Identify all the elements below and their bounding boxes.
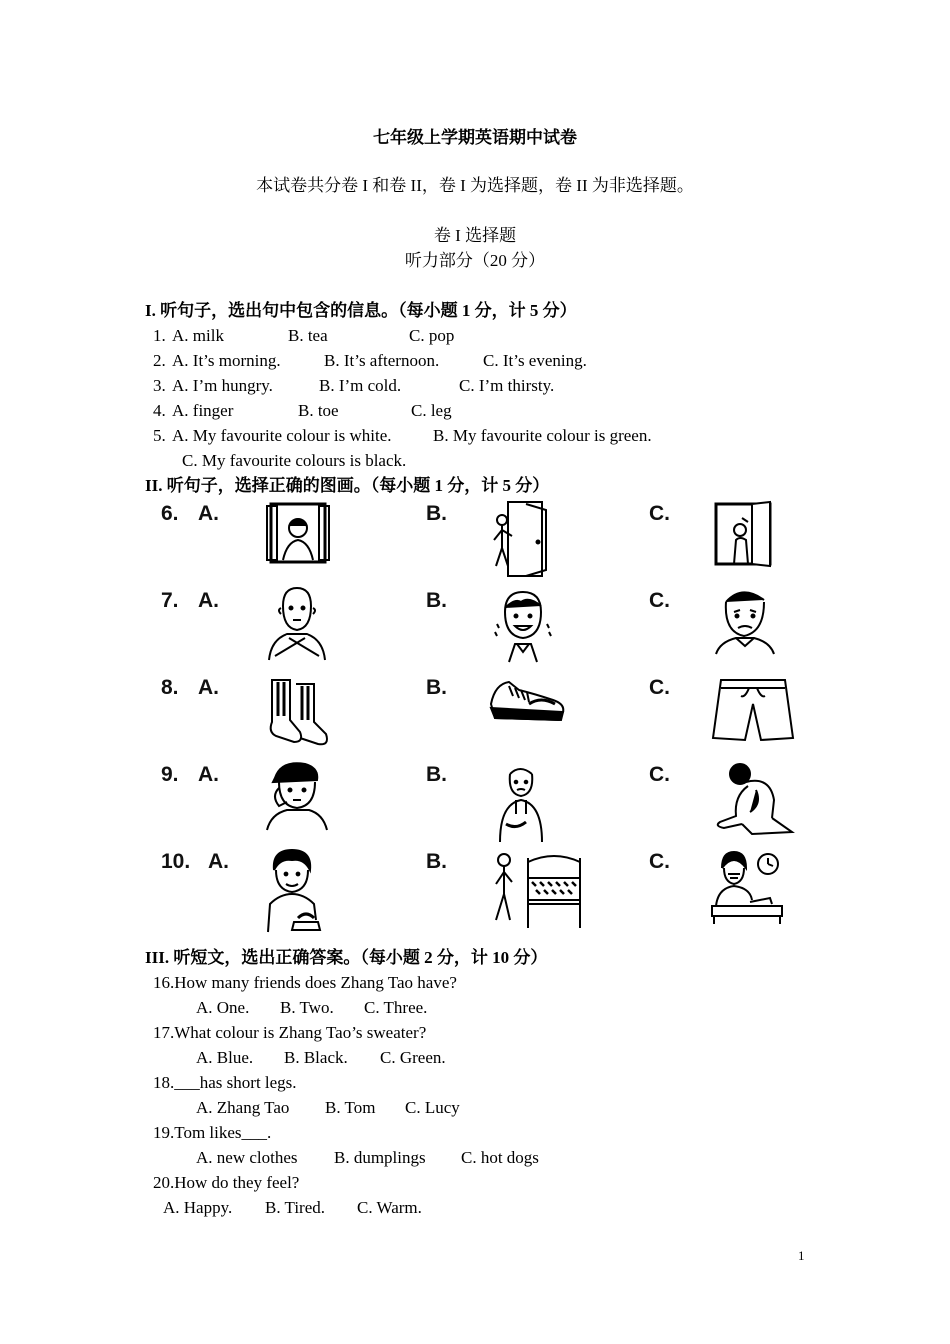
section2-heading: II. 听句子，选择正确的图画。（每小题 1 分，计 5 分）: [145, 476, 550, 495]
option-b: B. tea: [288, 326, 328, 345]
option-a: A. One.: [196, 998, 250, 1017]
option-a-label: A.: [208, 850, 229, 873]
section3-heading: III. 听短文，选出正确答案。（每小题 2 分，计 10 分）: [145, 948, 548, 967]
volume-title: 卷 I 选择题: [433, 226, 517, 245]
question-text: 18.___has short legs.: [153, 1073, 297, 1092]
option-a: A. It’s morning.: [172, 351, 281, 370]
option-c: C. hot dogs: [461, 1148, 539, 1167]
option-b: B. It’s afternoon.: [324, 351, 440, 370]
option-c: C. Lucy: [405, 1098, 460, 1117]
row-number: 10.: [161, 850, 191, 873]
option-b-label: B.: [426, 502, 447, 525]
option-b: B. Tom: [325, 1098, 376, 1117]
row-number: 7.: [161, 589, 179, 612]
option-b-label: B.: [426, 850, 447, 873]
socks-icon: [266, 676, 340, 748]
question-text: 16.How many friends does Zhang Tao have?: [153, 973, 457, 992]
option-c: C. My favourite colours is black.: [182, 451, 407, 470]
sneaker-icon: [489, 676, 567, 724]
option-b: B. Black.: [284, 1048, 348, 1067]
option-c: C. It’s evening.: [483, 351, 587, 370]
shorts-icon: [711, 676, 795, 744]
question-text: 17.What colour is Zhang Tao’s sweater?: [153, 1023, 427, 1042]
row-number: 9.: [161, 763, 179, 786]
option-b-label: B.: [426, 676, 447, 699]
option-c-label: C.: [649, 676, 670, 699]
question-text: 20.How do they feel?: [153, 1173, 300, 1192]
question-text: 19.Tom likes___.: [153, 1123, 272, 1142]
person-peeking-door-icon: [712, 500, 774, 568]
option-c-label: C.: [649, 589, 670, 612]
option-c: C. leg: [411, 401, 452, 420]
man-walking-to-bed-icon: [488, 848, 584, 932]
page-title: 七年级上学期英语期中试卷: [373, 128, 577, 147]
row-number: 8.: [161, 676, 179, 699]
man-sad-face-icon: [712, 586, 778, 658]
option-c: C. Warm.: [357, 1198, 422, 1217]
option-c-label: C.: [649, 763, 670, 786]
option-b: B. toe: [298, 401, 339, 420]
option-a: A. finger: [172, 401, 234, 420]
man-holding-stomach-icon: [496, 764, 546, 844]
option-a-label: A.: [198, 676, 219, 699]
woman-at-desk-clock-icon: [710, 848, 786, 924]
option-b: B. Tired.: [265, 1198, 325, 1217]
man-walking-from-door-icon: [490, 500, 550, 580]
option-c: C. Three.: [364, 998, 428, 1017]
man-at-window-icon: [265, 500, 331, 566]
option-b: B. I’m cold.: [319, 376, 402, 395]
option-a-label: A.: [198, 502, 219, 525]
page-number: 1: [798, 1248, 805, 1263]
option-c: C. Green.: [380, 1048, 446, 1067]
man-arms-crossed-cold-icon: [265, 584, 329, 664]
option-c-label: C.: [649, 850, 670, 873]
woman-on-phone-icon: [264, 848, 324, 936]
option-a: A. Blue.: [196, 1048, 254, 1067]
option-a-label: A.: [198, 763, 219, 786]
row-number: 6.: [161, 502, 179, 525]
option-b-label: B.: [426, 589, 447, 612]
question-number: 2.: [153, 351, 166, 370]
part-title: 听力部分（20 分）: [404, 251, 546, 270]
option-a: A. Happy.: [163, 1198, 233, 1217]
option-b: B. My favourite colour is green.: [433, 426, 652, 445]
option-a: A. Zhang Tao: [196, 1098, 290, 1117]
section1-heading: I. 听句子，选出句中包含的信息。（每小题 1 分，计 5 分）: [145, 301, 577, 320]
option-a: A. My favourite colour is white.: [172, 426, 392, 445]
man-kneeling-icon: [712, 760, 796, 840]
option-b: B. Two.: [280, 998, 334, 1017]
man-with-cap-hand-on-cheek-icon: [265, 760, 329, 832]
option-a-label: A.: [198, 589, 219, 612]
option-a: A. new clothes: [196, 1148, 298, 1167]
option-a: A. milk: [172, 326, 224, 345]
option-b-label: B.: [426, 763, 447, 786]
option-c-label: C.: [649, 502, 670, 525]
question-number: 4.: [153, 401, 166, 420]
option-b: B. dumplings: [334, 1148, 426, 1167]
boy-smiling-sweating-icon: [491, 588, 555, 668]
question-number: 3.: [153, 376, 166, 395]
question-number: 1.: [153, 326, 166, 345]
option-a: A. I’m hungry.: [172, 376, 273, 395]
question-number: 5.: [153, 426, 166, 445]
intro-text: 本试卷共分卷 I 和卷 II，卷 I 为选择题，卷 II 为非选择题。: [256, 176, 694, 195]
option-c: C. I’m thirsty.: [459, 376, 555, 395]
option-c: C. pop: [409, 326, 455, 345]
